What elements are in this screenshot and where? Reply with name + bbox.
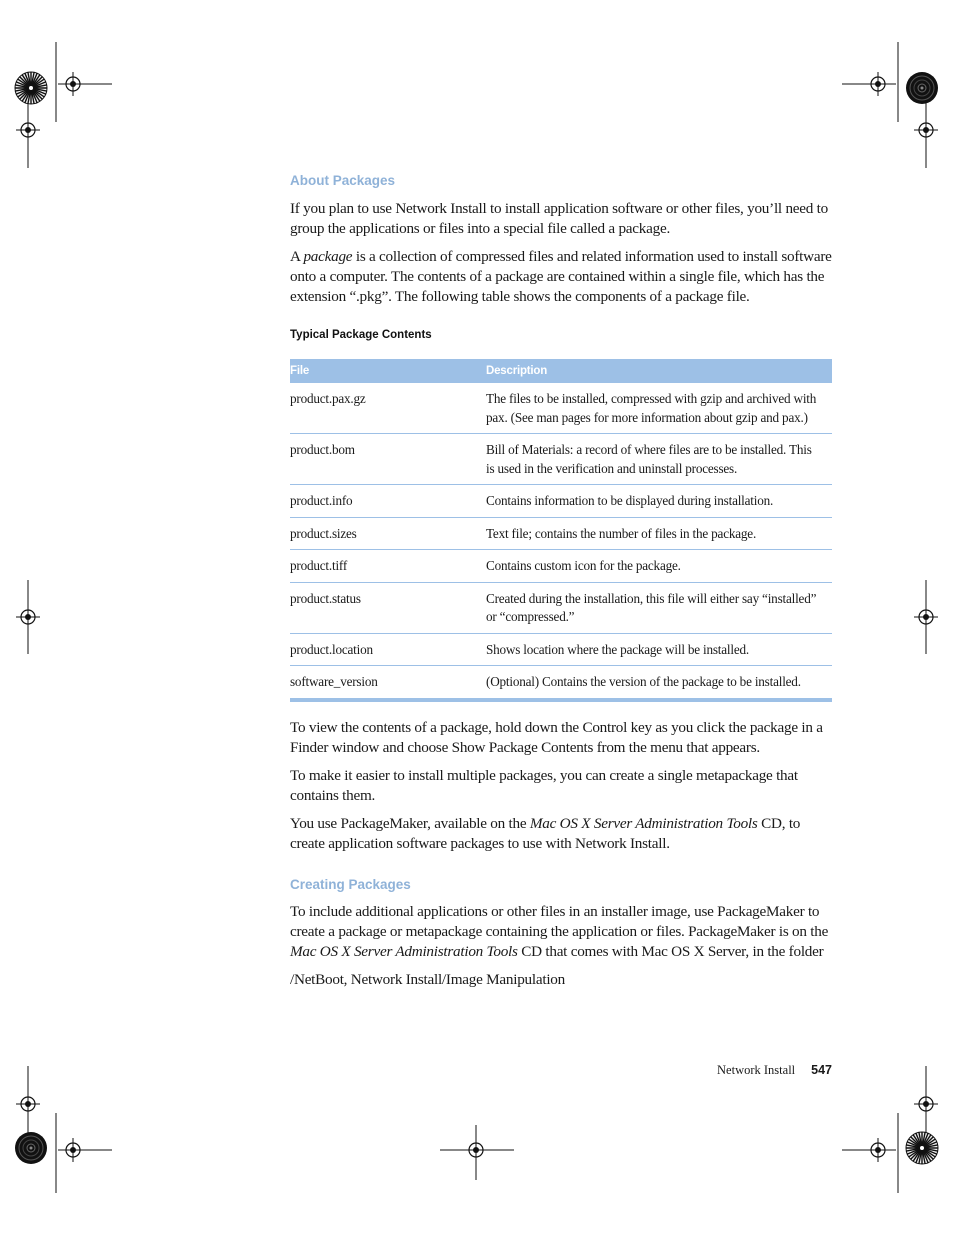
description-cell: Shows location where the package will be installed. — [486, 633, 832, 666]
file-cell: product.sizes — [290, 517, 486, 550]
column-header-description: Description — [486, 359, 832, 383]
table-row — [290, 666, 832, 700]
description-cell: Contains information to be displayed during installation. — [486, 485, 832, 518]
file-cell: product.pax.gz — [290, 383, 486, 434]
registration-starburst-top-left — [15, 72, 47, 104]
creating-paragraph-1: To include additional applications or other files in an installer image, use PackageMaker to create a package or metapackage containing the application or files. PackageMaker is on the Mac OS X Server Administration Tools CD that comes with Mac OS X Server, in the folder — [290, 902, 829, 960]
file-cell: product.tiff — [290, 550, 486, 583]
file-cell: product.info — [290, 485, 486, 518]
table-row — [290, 582, 832, 633]
column-header-file: File — [290, 359, 486, 383]
table-row — [290, 383, 832, 434]
table-row — [290, 485, 832, 518]
table-row — [290, 434, 832, 485]
after-table-paragraph-3: You use PackageMaker, available on the Mac OS X Server Administration Tools CD, to create application software packages to use with Network Install. — [290, 814, 801, 852]
description-cell: Created during the installation, this file will either say “installed” or “compressed.” — [486, 582, 832, 633]
section-heading-creating-packages: Creating Packages — [290, 876, 411, 892]
description-cell: Text file; contains the number of files in the package. — [486, 517, 832, 550]
section-heading-about-packages: About Packages — [290, 173, 396, 188]
about-paragraph-2: A package is a collection of compressed files and related information used to install software onto a computer. The contents of a package are contained within a single file, which has the extension “.pkg”. The following table shows the components of a package file. — [290, 248, 832, 305]
table-row — [290, 517, 832, 550]
file-cell: product.bom — [290, 434, 486, 485]
description-cell: The files to be installed, compressed with gzip and archived with pax. (See man pages for more information about gzip and pax.) — [486, 383, 832, 434]
footer-chapter-title: Network Install — [717, 1063, 796, 1077]
book-title: Mac OS X Server Administration Tools — [290, 942, 518, 960]
table-row — [290, 550, 832, 583]
page-number: 547 — [811, 1063, 832, 1077]
description-cell: (Optional) Contains the version of the package to be installed. — [486, 666, 832, 700]
folder-path: /NetBoot, Network Install/Image Manipulation — [290, 970, 565, 988]
page-content — [290, 171, 832, 990]
page-footer — [717, 1063, 832, 1078]
registration-starburst-bottom-right — [906, 1132, 938, 1164]
table-header-row — [290, 359, 832, 383]
file-cell: product.status — [290, 582, 486, 633]
description-cell: Bill of Materials: a record of where files are to be installed. This is used in the verification and uninstall processes. — [486, 434, 832, 485]
description-cell: Contains custom icon for the package. — [486, 550, 832, 583]
file-cell: product.location — [290, 633, 486, 666]
after-table-paragraph-2: To make it easier to install multiple packages, you can create a single metapackage that contains them. — [290, 766, 798, 804]
about-paragraph-1: If you plan to use Network Install to install application software or other files, you’ll need to group the applications or files into a special file called a package. — [290, 200, 828, 237]
file-cell: software_version — [290, 666, 486, 700]
registration-disc-bottom-left — [15, 1132, 47, 1164]
table-title: Typical Package Contents — [290, 329, 432, 341]
after-table-paragraph-1: To view the contents of a package, hold down the Control key as you click the package in a Finder window and choose Show Package Contents from the menu that appears. — [290, 718, 823, 756]
registration-disc-top-right — [906, 72, 938, 104]
package-term: package — [303, 248, 353, 265]
book-title: Mac OS X Server Administration Tools — [529, 814, 758, 832]
table-row — [290, 633, 832, 666]
package-contents-table — [290, 359, 832, 702]
